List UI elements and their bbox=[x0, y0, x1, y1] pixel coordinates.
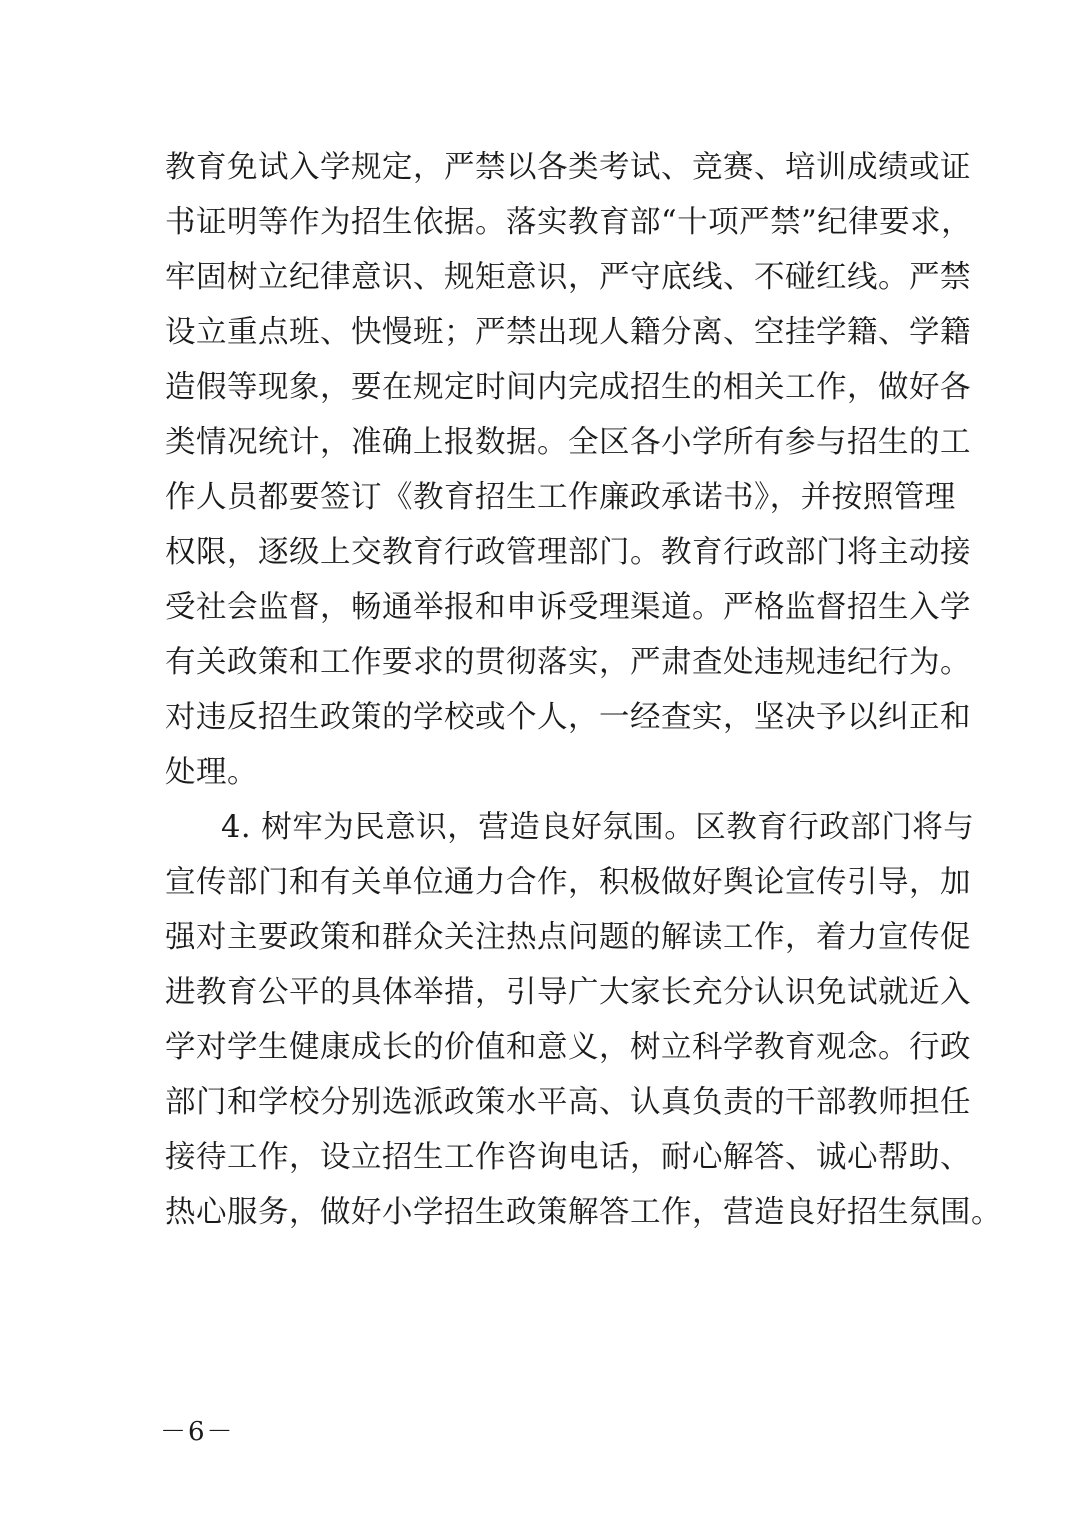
text-line: 牢固树立纪律意识、规矩意识，严守底线、不碰红线。严禁 bbox=[165, 260, 971, 295]
text-line: 学对学生健康成长的价值和意义，树立科学教育观念。行政 bbox=[165, 1030, 971, 1065]
text-line: 有关政策和工作要求的贯彻落实，严肃查处违规违纪行为。 bbox=[165, 645, 971, 680]
text-line: 处理。 bbox=[165, 755, 258, 790]
page-number: －6－ bbox=[160, 1417, 235, 1447]
text-line: 强对主要政策和群众关注热点问题的解读工作，着力宣传促 bbox=[165, 920, 971, 955]
section-heading-line: 4. 树牢为民意识，营造良好氛围。区教育行政部门将与 bbox=[221, 810, 975, 845]
text-line: 宣传部门和有关单位通力合作，积极做好舆论宣传引导，加 bbox=[165, 865, 971, 900]
text-line: 书证明等作为招生依据。落实教育部“十项严禁”纪律要求， bbox=[165, 205, 973, 240]
text-line: 接待工作，设立招生工作咨询电话，耐心解答、诚心帮助、 bbox=[165, 1140, 971, 1175]
body-text bbox=[165, 140, 1002, 1240]
text-line: 类情况统计，准确上报数据。全区各小学所有参与招生的工 bbox=[165, 425, 971, 460]
text-line: 作人员都要签订《教育招生工作廉政承诺书》，并按照管理 bbox=[165, 480, 956, 515]
text-line: 进教育公平的具体举措，引导广大家长充分认识免试就近入 bbox=[165, 975, 971, 1010]
text-line: 部门和学校分别选派政策水平高、认真负责的干部教师担任 bbox=[165, 1085, 971, 1120]
text-line: 教育免试入学规定，严禁以各类考试、竞赛、培训成绩或证 bbox=[165, 150, 971, 185]
text-line: 对违反招生政策的学校或个人，一经查实，坚决予以纠正和 bbox=[165, 700, 971, 735]
text-line: 受社会监督，畅通举报和申诉受理渠道。严格监督招生入学 bbox=[165, 590, 971, 625]
text-line: 热心服务，做好小学招生政策解答工作，营造良好招生氛围。 bbox=[165, 1195, 1002, 1230]
text-line: 权限，逐级上交教育行政管理部门。教育行政部门将主动接 bbox=[165, 535, 971, 570]
text-line: 造假等现象，要在规定时间内完成招生的相关工作，做好各 bbox=[165, 370, 971, 405]
text-line: 设立重点班、快慢班；严禁出现人籍分离、空挂学籍、学籍 bbox=[165, 315, 971, 350]
